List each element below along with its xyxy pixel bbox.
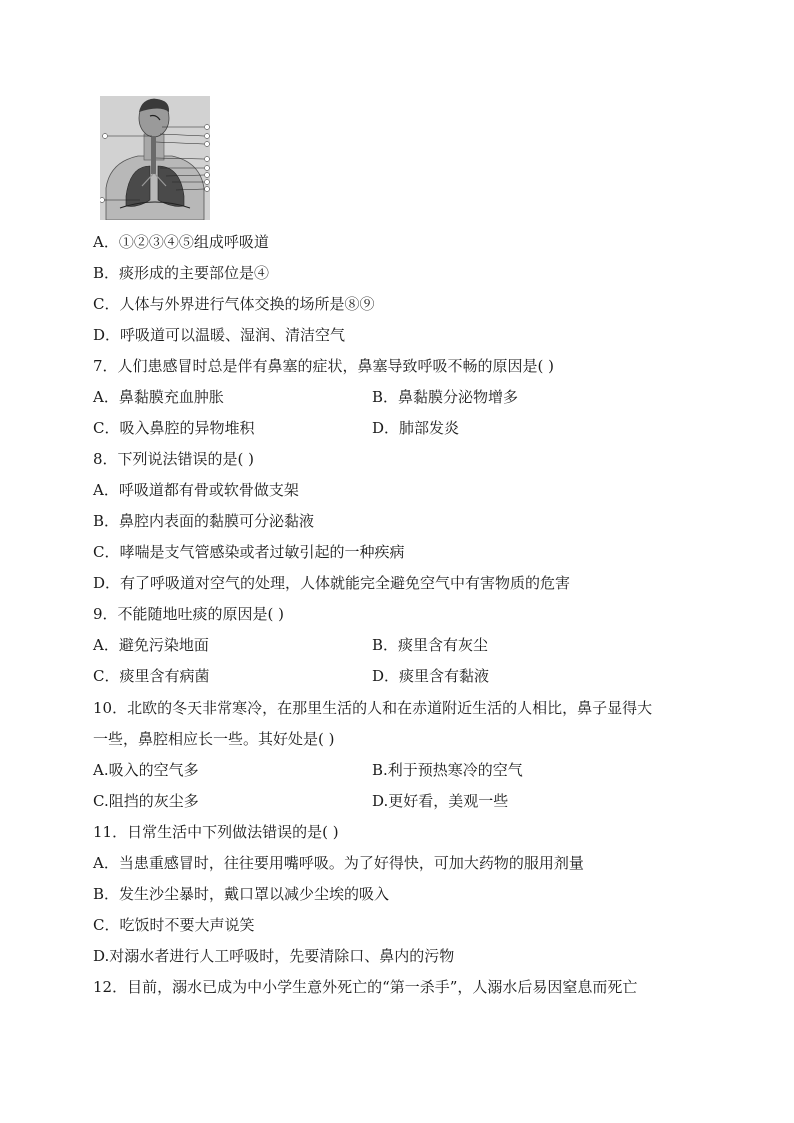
q7-option-c: C．吸入鼻腔的异物堆积 — [93, 419, 255, 437]
q9-option-a: A．避免污染地面 — [93, 636, 209, 654]
q9-stem: 9．不能随地吐痰的原因是( ) — [93, 605, 285, 623]
q10-option-a: A.吸入的空气多 — [93, 761, 199, 779]
q11-stem: 11．日常生活中下列做法错误的是( ) — [93, 823, 339, 841]
q7-option-b: B．鼻黏膜分泌物增多 — [372, 388, 519, 406]
q10-stem-line2: 一些，鼻腔相应长一些。其好处是( ) — [93, 730, 335, 748]
q9-option-b: B．痰里含有灰尘 — [372, 636, 489, 654]
q7-option-a: A．鼻黏膜充血肿胀 — [93, 388, 224, 406]
q6-option-d: D．呼吸道可以温暖、湿润、清洁空气 — [93, 326, 346, 344]
q6-option-a: A．①②③④⑤组成呼吸道 — [93, 233, 269, 251]
q10-option-d: D.更好看，美观一些 — [372, 792, 509, 810]
q9-option-d: D．痰里含有黏液 — [372, 667, 490, 685]
q10-stem-line1: 10．北欧的冬天非常寒冷，在那里生活的人和在赤道附近生活的人相比，鼻子显得大 — [93, 699, 653, 717]
q6-option-b: B．痰形成的主要部位是④ — [93, 264, 270, 282]
q8-option-a: A．呼吸道都有骨或软骨做支架 — [93, 481, 299, 499]
q7-option-d: D．肺部发炎 — [372, 419, 460, 437]
q7-stem: 7．人们患感冒时总是伴有鼻塞的症状，鼻塞导致呼吸不畅的原因是( ) — [93, 357, 555, 375]
q9-option-c: C．痰里含有病菌 — [93, 667, 210, 685]
q8-option-c: C．哮喘是支气管感染或者过敏引起的一种疾病 — [93, 543, 405, 561]
q8-stem: 8．下列说法错误的是( ) — [93, 450, 255, 468]
respiratory-system-diagram — [100, 96, 210, 220]
q11-option-a: A．当患重感冒时，往往要用嘴呼吸。为了好得快，可加大药物的服用剂量 — [93, 854, 584, 872]
respiratory-system-figure — [100, 96, 210, 220]
q11-option-b: B．发生沙尘暴时，戴口罩以减少尘埃的吸入 — [93, 885, 390, 903]
q10-option-b: B.利于预热寒冷的空气 — [372, 761, 523, 779]
q6-option-c: C．人体与外界进行气体交换的场所是⑧⑨ — [93, 295, 375, 313]
q8-option-d: D．有了呼吸道对空气的处理，人体就能完全避免空气中有害物质的危害 — [93, 574, 571, 592]
q11-option-d: D.对溺水者进行人工呼吸时，先要清除口、鼻内的污物 — [93, 947, 455, 965]
q10-option-c: C.阻挡的灰尘多 — [93, 792, 199, 810]
q8-option-b: B．鼻腔内表面的黏膜可分泌黏液 — [93, 512, 315, 530]
q12-stem: 12．目前，溺水已成为中小学生意外死亡的“第一杀手”，人溺水后易因窒息而死亡 — [93, 978, 638, 996]
q11-option-c: C．吃饭时不要大声说笑 — [93, 916, 255, 934]
